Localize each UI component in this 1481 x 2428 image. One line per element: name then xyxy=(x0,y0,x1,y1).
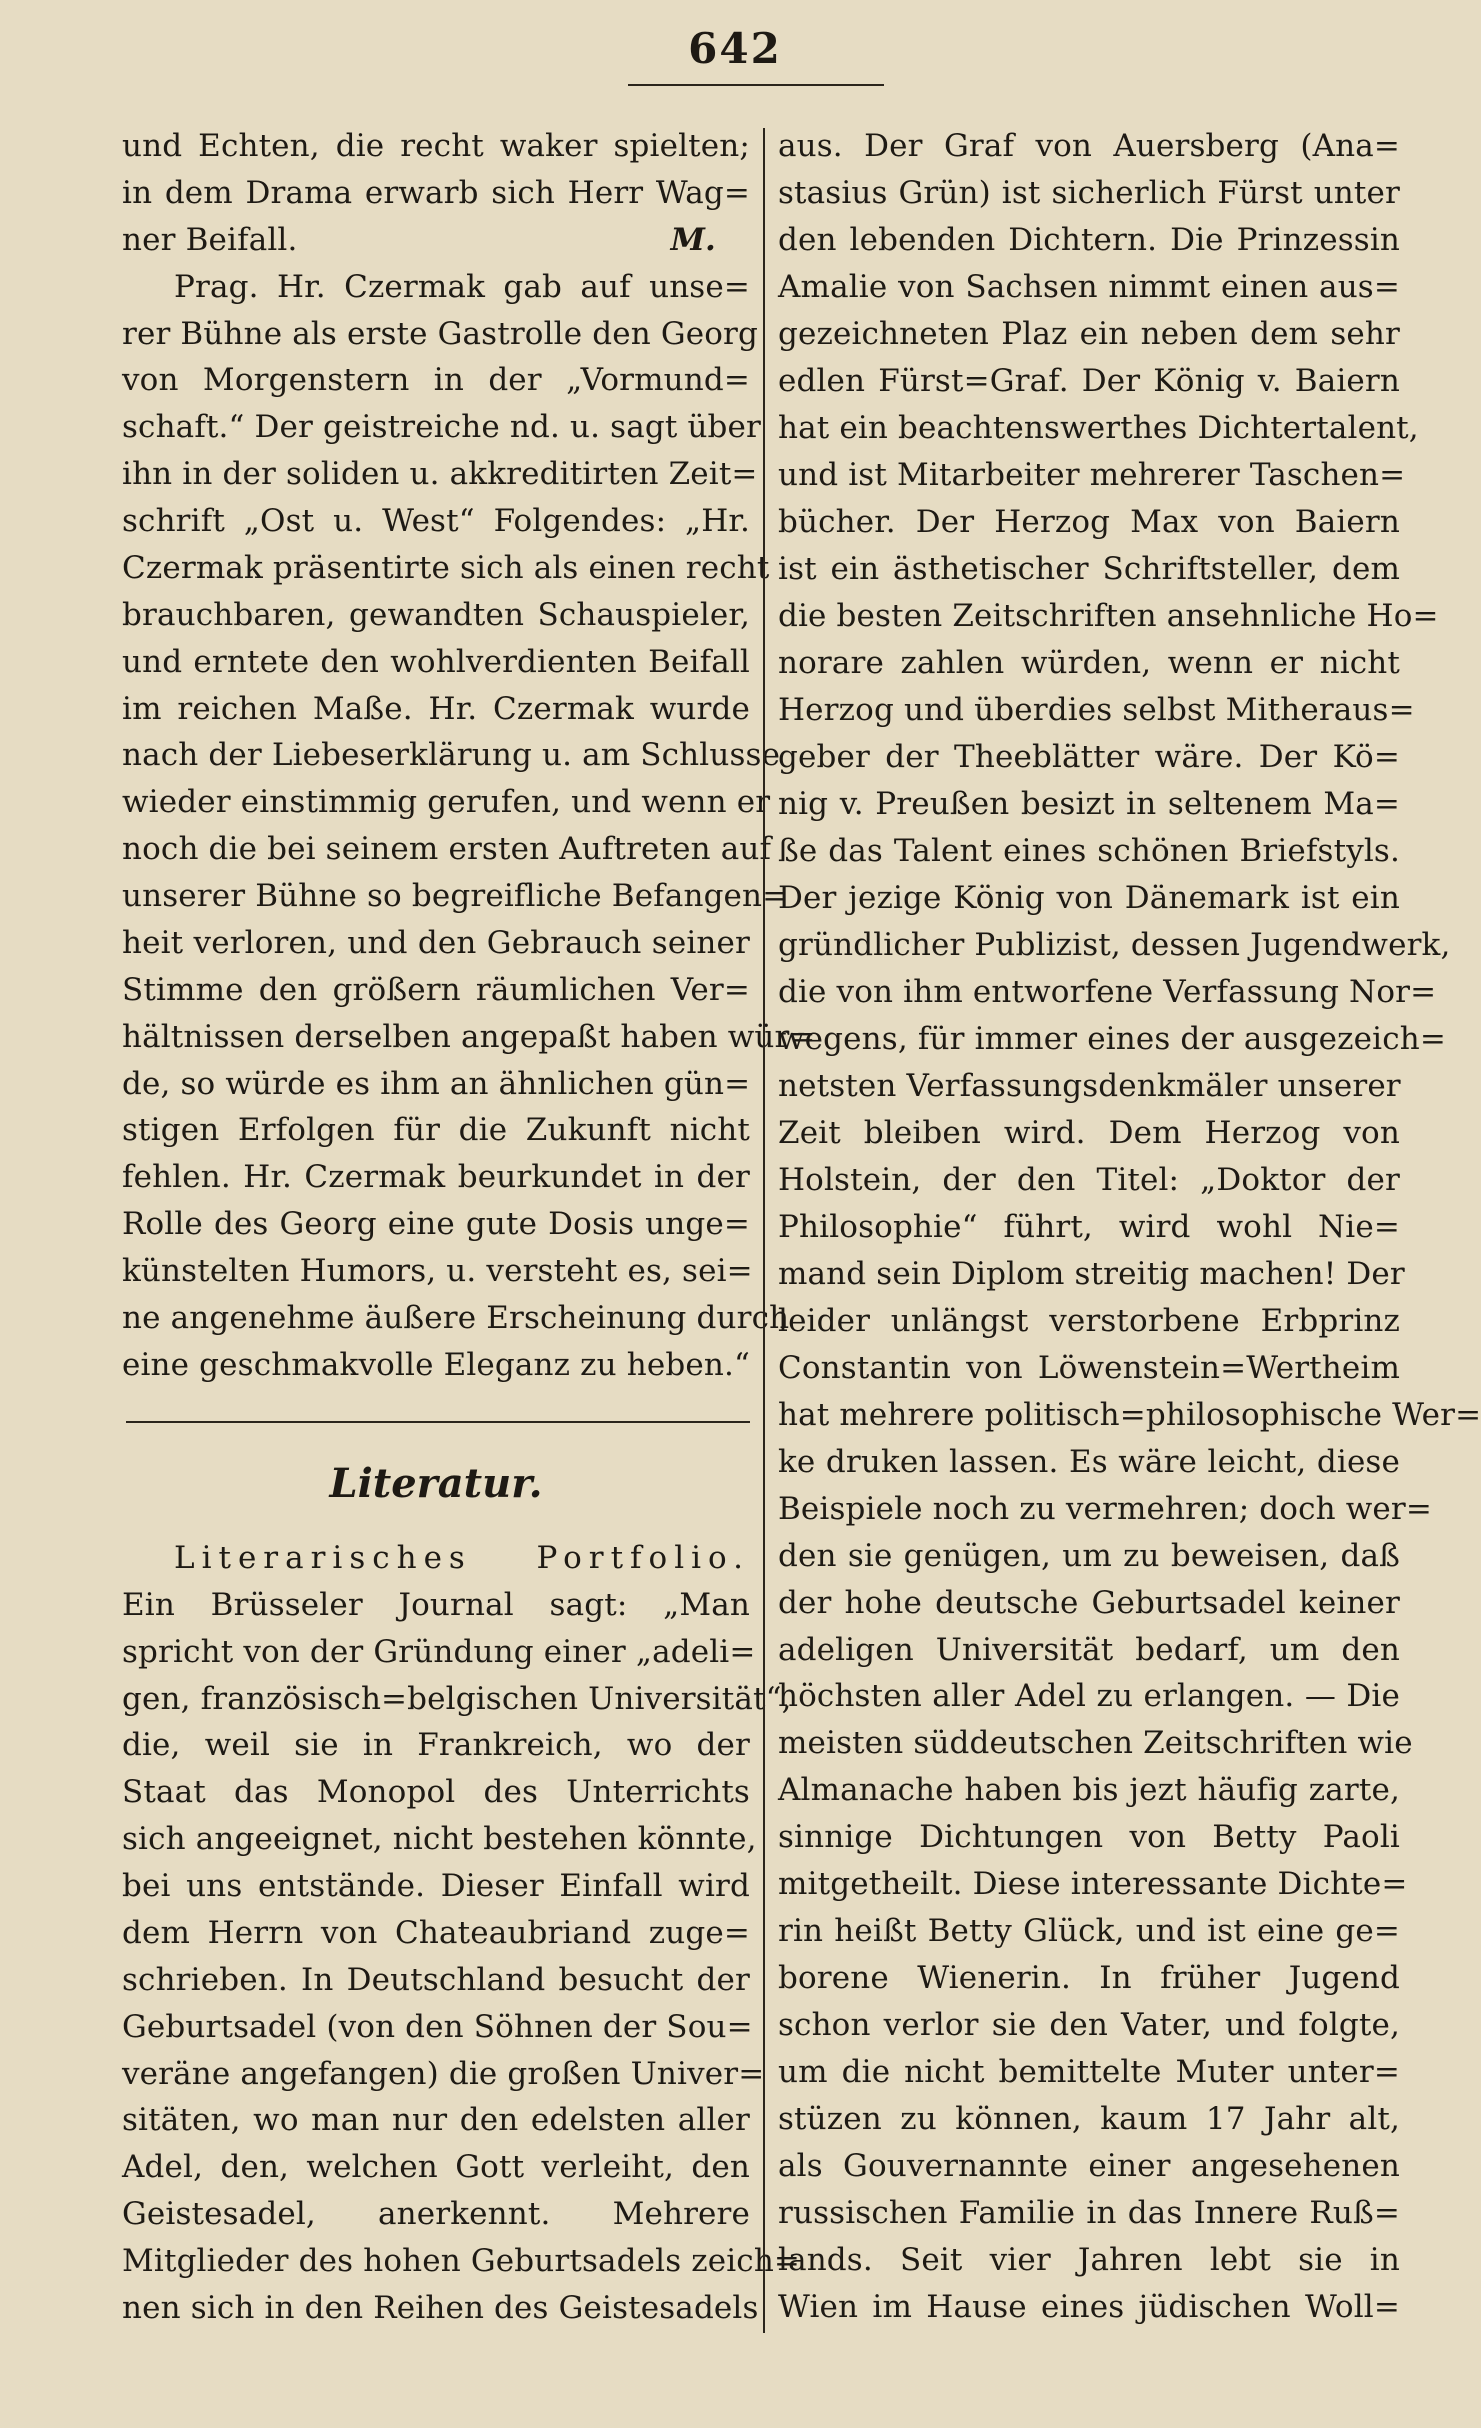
left-column xyxy=(122,124,816,2333)
text-line: Almanache haben bis jezt häufig zarte, xyxy=(778,1772,1400,1809)
text-line: und ist Mitarbeiter mehrerer Taschen= xyxy=(778,456,1406,493)
text-line: dem Herrn von Chateaubriand zuge= xyxy=(122,1914,750,1951)
text-line: meisten süddeutschen Zeitschriften wie xyxy=(778,1725,1413,1762)
text-line: stüzen zu können, kaum 17 Jahr alt, xyxy=(778,2101,1400,2138)
text-line: de, so würde es ihm an ähnlichen gün= xyxy=(122,1065,751,1102)
text-line: ist ein ästhetischer Schriftsteller, dem xyxy=(778,550,1400,587)
text-line: den sie genügen, um zu beweisen, daß xyxy=(778,1537,1400,1574)
text-line: norare zahlen würden, wenn er nicht xyxy=(778,644,1400,681)
text-line: ne angenehme äußere Erscheinung durch xyxy=(122,1299,790,1336)
text-line: rin heißt Betty Glück, und ist eine ge= xyxy=(778,1913,1400,1950)
text-line: im reichen Maße. Hr. Czermak wurde xyxy=(122,690,750,727)
text-line: wegens, für immer eines der ausgezeich= xyxy=(778,1020,1446,1057)
text-line: Herzog und überdies selbst Mitheraus= xyxy=(778,691,1415,728)
text-line: sich angeeignet, nicht bestehen könnte, xyxy=(122,1821,757,1858)
text-line: leider unlängst verstorbene Erbprinz xyxy=(778,1302,1400,1339)
text-line: der hohe deutsche Geburtsadel keiner xyxy=(778,1584,1400,1621)
text-line: eine geschmakvolle Eleganz zu heben.“ xyxy=(122,1346,750,1383)
text-line: borene Wienerin. In früher Jugend xyxy=(778,1960,1400,1997)
text-line: rer Bühne als erste Gastrolle den Georg xyxy=(122,315,759,352)
text-line: Geburtsadel (von den Söhnen der Sou= xyxy=(122,2008,753,2045)
text-line: netsten Verfassungsdenkmäler unserer xyxy=(778,1067,1401,1104)
page-number: 642 xyxy=(688,24,782,73)
text-line: mitgetheilt. Diese interessante Dichte= xyxy=(778,1866,1408,1903)
text-line: noch die bei seinem ersten Auftreten auf xyxy=(122,831,772,868)
text-line: ke druken lassen. Es wäre leicht, diese xyxy=(778,1443,1400,1480)
text-line: Mitglieder des hohen Geburtsadels zeich= xyxy=(122,2243,801,2280)
text-line: Adel, den, welchen Gott verleiht, den xyxy=(122,2149,750,2186)
text-line: um die nicht bemittelte Muter unter= xyxy=(778,2054,1400,2091)
text-line: und erntete den wohlverdienten Beifall xyxy=(122,643,750,680)
text-line: Ein Brüsseler Journal sagt: „Man xyxy=(122,1586,750,1623)
text-line: fehlen. Hr. Czermak beurkundet in der xyxy=(122,1159,750,1196)
text-line: wieder einstimmig gerufen, und wenn er xyxy=(122,784,771,821)
text-line: stasius Grün) ist sicherlich Fürst unter xyxy=(778,174,1400,211)
text-line: schon verlor sie den Vater, und folgte, xyxy=(778,2007,1400,2044)
text-line: mand sein Diplom streitig machen! Der xyxy=(778,1255,1405,1292)
section-divider xyxy=(122,1410,750,1434)
text-line: nen sich in den Reihen des Geistesadels xyxy=(122,2289,759,2326)
text-line: Holstein, der den Titel: „Doktor der xyxy=(778,1161,1400,1198)
text-line: geber der Theeblätter wäre. Der Kö= xyxy=(778,738,1400,775)
text-line: als Gouvernannte einer angesehenen xyxy=(778,2148,1400,2185)
text-line: ße das Talent eines schönen Briefstyls. xyxy=(778,832,1400,869)
text-line: Czermak präsentirte sich als einen recht xyxy=(122,549,770,586)
text-line: höchsten aller Adel zu erlangen. — Die xyxy=(778,1678,1400,1715)
text-line: nig v. Preußen besizt in seltenem Ma= xyxy=(778,785,1400,822)
text-line: schaft.“ Der geistreiche nd. u. sagt über xyxy=(122,409,762,446)
column-divider xyxy=(763,128,765,2333)
text-line: die, weil sie in Frankreich, wo der xyxy=(122,1727,750,1764)
text-line: Stimme den größern räumlichen Ver= xyxy=(122,971,750,1008)
text-line: bei uns entstände. Dieser Einfall wird xyxy=(122,1868,750,1905)
text-line xyxy=(122,218,750,263)
text-line: edlen Fürst=Graf. Der König v. Baiern xyxy=(778,362,1400,399)
text-line: spricht von der Gründung einer „adeli= xyxy=(122,1633,756,1670)
text-line: Literarisches Portfolio. xyxy=(174,1539,750,1576)
text-line: heit verloren, und den Gebrauch seiner xyxy=(122,924,750,961)
section-heading: Literatur. xyxy=(329,1459,543,1507)
text-line: brauchbaren, gewandten Schauspieler, xyxy=(122,596,750,633)
text-line: die von ihm entworfene Verfassung Nor= xyxy=(778,973,1437,1010)
text-line: künstelten Humors, u. versteht es, sei= xyxy=(122,1253,753,1289)
text-line: in dem Drama erwarb sich Herr Wag= xyxy=(122,174,750,211)
author-signature: M. xyxy=(670,221,716,258)
text-line: hat ein beachtenswerthes Dichtertalent, xyxy=(778,409,1419,446)
text-line: Rolle des Georg eine gute Dosis unge= xyxy=(122,1206,750,1243)
literature-article-continued xyxy=(778,124,1481,2330)
text-line: stigen Erfolgen für die Zukunft nicht xyxy=(122,1112,750,1149)
text-line: lands. Seit vier Jahren lebt sie in xyxy=(778,2242,1400,2279)
text-line: schrift „Ost u. West“ Folgendes: „Hr. xyxy=(122,503,750,539)
header-rule xyxy=(628,84,884,86)
text-line: Geistesadel, anerkennt. Mehrere xyxy=(122,2196,750,2233)
text-line: schrieben. In Deutschland besucht der xyxy=(122,1961,750,1998)
text-line: Prag. Hr. Czermak gab auf unse= xyxy=(174,268,750,305)
text-line: russischen Familie in das Innere Ruß= xyxy=(778,2195,1400,2232)
text-line: Der jezige König von Dänemark ist ein xyxy=(778,879,1400,916)
text-line: bücher. Der Herzog Max von Baiern xyxy=(778,503,1400,540)
text-line: den lebenden Dichtern. Die Prinzessin xyxy=(778,221,1400,258)
text-line: die besten Zeitschriften ansehnliche Ho= xyxy=(778,597,1439,634)
text-line: Constantin von Löwenstein=Wertheim xyxy=(778,1349,1400,1386)
text-line: ihn in der soliden u. akkreditirten Zeit= xyxy=(122,456,758,493)
text-line: Philosophie“ führt, wird wohl Nie= xyxy=(778,1208,1400,1245)
text-line: hältnissen derselben angepaßt haben wür= xyxy=(122,1018,816,1055)
text-line: gezeichneten Plaz ein neben dem sehr xyxy=(778,315,1400,352)
text-line: nach der Liebeserklärung u. am Schlusse xyxy=(122,737,781,774)
text-line: Staat das Monopol des Unterrichts xyxy=(122,1774,750,1811)
text-line: sitäten, wo man nur den edelsten aller xyxy=(122,2102,750,2139)
right-column xyxy=(778,124,1481,2332)
text-line: Wien im Hause eines jüdischen Woll= xyxy=(778,2289,1400,2326)
text-line: Zeit bleiben wird. Dem Herzog von xyxy=(778,1114,1400,1151)
text-line: veräne angefangen) die großen Univer= xyxy=(122,2055,765,2092)
text-line: hat mehrere politisch=philosophische Wer= xyxy=(778,1396,1481,1433)
theater-report xyxy=(122,265,816,1388)
text-line-content: ner Beifall. xyxy=(122,221,298,258)
text-line: Beispiele noch zu vermehren; doch wer= xyxy=(778,1490,1433,1527)
text-line: und Echten, die recht waker spielten; xyxy=(122,128,750,164)
text-line: gen, französisch=belgischen Universität“, xyxy=(122,1680,792,1717)
text-line: aus. Der Graf von Auersberg (Ana= xyxy=(778,128,1400,164)
text-line: adeligen Universität bedarf, um den xyxy=(778,1631,1400,1668)
text-line: sinnige Dichtungen von Betty Paoli xyxy=(778,1819,1400,1856)
text-line: gründlicher Publizist, dessen Jugendwerk, xyxy=(778,926,1451,963)
text-line: unserer Bühne so begreifliche Befangen= xyxy=(122,878,789,914)
text-line: Amalie von Sachsen nimmt einen aus= xyxy=(778,268,1400,305)
text-line: von Morgenstern in der „Vormund= xyxy=(122,362,750,399)
literature-article xyxy=(122,1536,801,2331)
